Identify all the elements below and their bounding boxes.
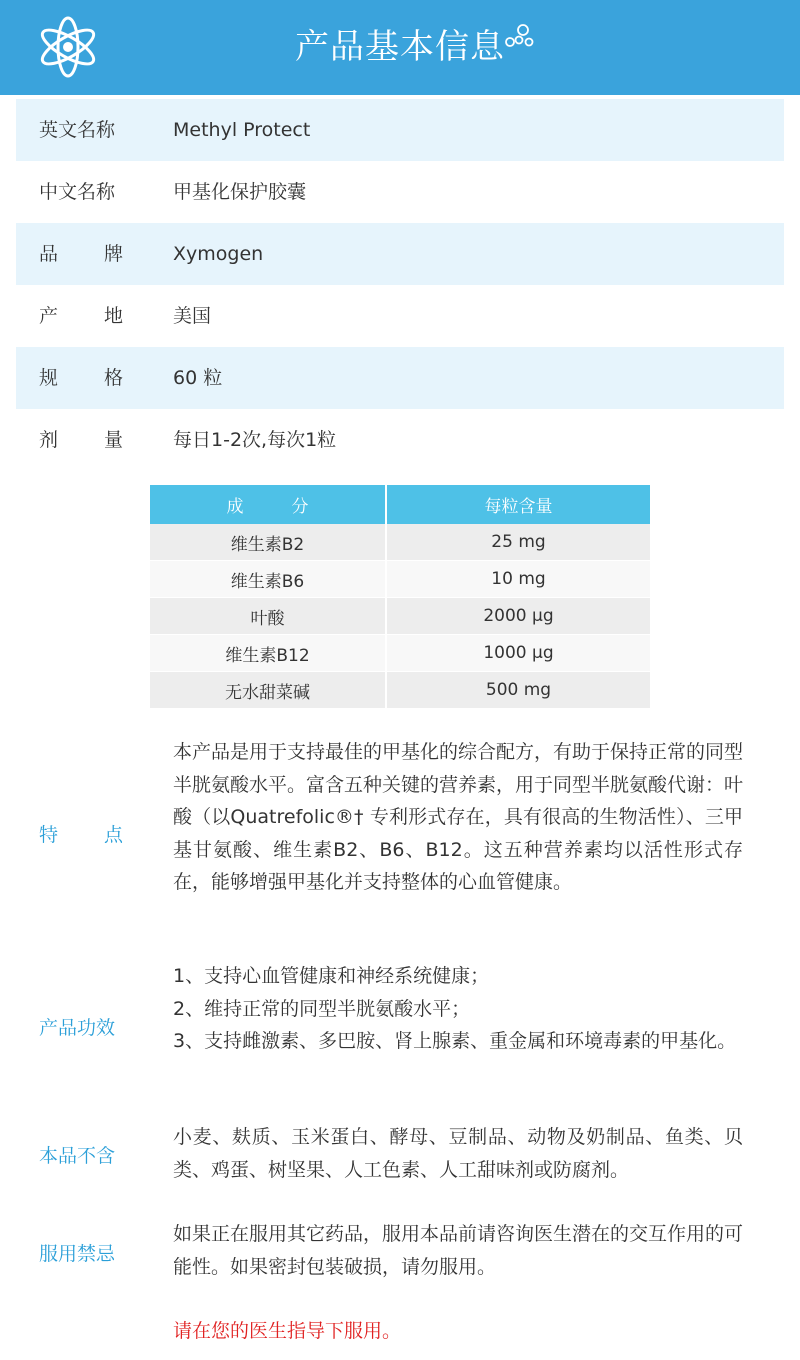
page-title: 产品基本信息 — [295, 27, 505, 67]
ingredient-name: 叶酸 — [150, 598, 386, 635]
info-row-chinese-name — [16, 161, 784, 223]
info-row-dosage — [16, 409, 784, 471]
contraindications-paragraph: 如果正在服用其它药品，服用本品前请咨询医生潜在的交互作用的可能性。如果密封包装破损，请勿服用。 — [173, 1223, 744, 1278]
info-value: 甲基化保护胶囊 — [173, 181, 307, 203]
info-label: 中文名称 — [39, 181, 116, 203]
ingredient-name: 维生素B12 — [150, 635, 386, 672]
ingredient-name: 维生素B6 — [150, 561, 386, 598]
table-header-row — [150, 485, 650, 524]
info-label: 英文名称 — [39, 119, 116, 141]
table-row — [150, 672, 650, 709]
benefit-item: 2、维持正常的同型半胱氨酸水平； — [173, 997, 471, 1020]
info-value: Methyl Protect — [173, 119, 311, 141]
ingredient-amount: 1000 μg — [386, 635, 650, 672]
info-value: 每日1-2次,每次1粒 — [173, 429, 337, 451]
ingredient-name: 维生素B2 — [150, 524, 386, 561]
info-value: 美国 — [173, 305, 212, 327]
ingredient-amount: 2000 μg — [386, 598, 650, 635]
info-row-english-name — [16, 99, 784, 161]
ingredient-amount: 500 mg — [386, 672, 650, 709]
table-row — [150, 635, 650, 672]
ingredient-amount: 25 mg — [386, 524, 650, 561]
ingredient-name: 无水甜菜碱 — [150, 672, 386, 709]
header-banner — [0, 0, 800, 95]
column-header-ingredient: 成 分 — [150, 485, 386, 524]
features-paragraph: 本产品是用于支持最佳的甲基化的综合配方，有助于保持正常的同型半胱氨酸水平。富含五种关键的营养素，用于同型半胱氨酸代谢：叶酸（以Quatrefolic®† 专利形式存在，具有很高的生物活性）、三甲基甘氨酸、维生素B2、B6、B12。这五种营养素均以活性形式存在，能够增强甲基化并支持整体的心血管健康。 — [173, 741, 744, 893]
table-row — [150, 598, 650, 635]
benefit-item: 3、支持雌激素、多巴胺、肾上腺素、重金属和环境毒素的甲基化。 — [173, 1030, 737, 1052]
features-label: 特 点 — [39, 824, 123, 846]
doctor-guidance-warning: 请在您的医生指导下服用。 — [173, 1320, 402, 1342]
excludes-text — [173, 1121, 743, 1186]
ingredient-table — [150, 485, 650, 709]
benefits-list — [173, 960, 743, 1058]
excludes-label: 本品不含 — [39, 1145, 116, 1167]
info-label: 剂 量 — [39, 429, 123, 451]
contraindications-label: 服用禁忌 — [39, 1243, 116, 1265]
contraindications-text — [173, 1218, 743, 1283]
table-row — [150, 524, 650, 561]
ingredient-amount: 10 mg — [386, 561, 650, 598]
info-label: 规 格 — [39, 367, 123, 389]
info-row-origin — [16, 285, 784, 347]
info-value: Xymogen — [173, 243, 264, 265]
molecule-icon — [504, 22, 534, 50]
benefits-label: 产品功效 — [39, 1017, 116, 1039]
excludes-paragraph: 小麦、麸质、玉米蛋白、酵母、豆制品、动物及奶制品、鱼类、贝类、鸡蛋、树坚果、人工色素、人工甜味剂或防腐剂。 — [173, 1126, 743, 1181]
column-header-amount: 每粒含量 — [386, 485, 650, 524]
features-text — [173, 736, 743, 899]
info-row-brand — [16, 223, 784, 285]
benefit-item: 1、支持心血管健康和神经系统健康； — [173, 965, 490, 987]
info-label: 产 地 — [39, 305, 123, 327]
table-row — [150, 561, 650, 598]
info-value: 60 粒 — [173, 367, 223, 389]
info-label: 品 牌 — [39, 243, 123, 265]
info-row-spec — [16, 347, 784, 409]
